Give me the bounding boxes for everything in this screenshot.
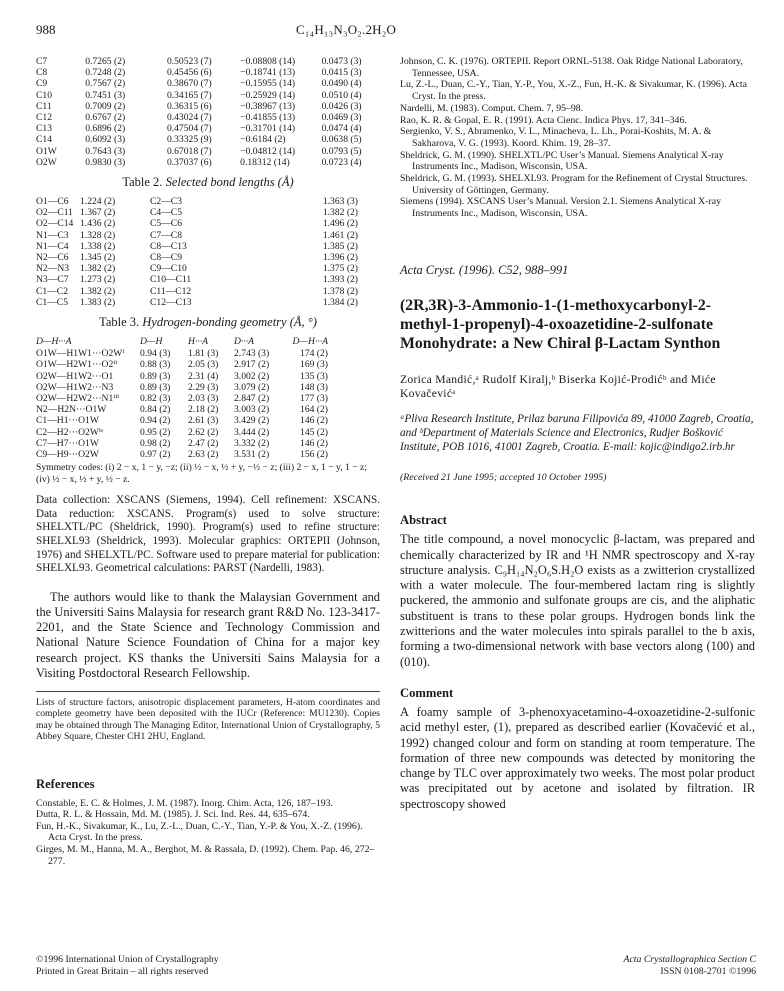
table-cell: 2.917 (2) [234,359,270,371]
table-row [36,371,332,382]
table-cell: N2—C6 [36,252,69,264]
table-cell: 1.273 (2) [80,274,116,286]
table-cell: 1.496 (2) [322,218,358,230]
table-cell: N2—H2N···O1W [36,404,107,416]
table-cell: O2W—H1W2···O1 [36,370,114,382]
table-cell: C1—C5 [36,296,68,308]
table-cell: −0.31701 (14) [240,123,296,135]
abstract-heading: Abstract [400,513,447,528]
table-row [36,427,332,438]
table-row [36,101,380,112]
table-cell: 2.743 (3) [234,348,270,360]
received-dates: (Received 21 June 1995; accepted 10 October 1995) [400,472,607,484]
table-cell: 1.393 (2) [322,274,358,286]
table-cell: C7—H7···O1W [36,437,99,449]
table-cell: 1.363 (3) [322,196,358,208]
table-row [36,56,380,67]
table-cell: 0.0510 (4) [321,89,362,101]
table-row [36,78,380,89]
table-cell: 3.332 (2) [234,437,270,449]
references-heading: References [36,776,95,791]
left-column [36,56,380,867]
running-title: C₁₄H₁₃N₃O₂.2H₂O [296,22,397,37]
table-cell: 0.6767 (2) [85,112,126,124]
article-title: (2R,3R)-3-Ammonio-1-(1-methoxycarbonyl-2-methyl-1-propenyl)-4-oxoazetidine-2-sulfonate Monohydrate: a New Chiral β-Lactam Synthon [400,296,721,353]
table-cell: N1—C3 [36,229,69,241]
reference-entry: Constable, E. C. & Holmes, J. M. (1987). Inorg. Chim. Acta, 126, 187–193. [36,797,333,809]
table-cell: 2.847 (2) [234,393,270,405]
table-cell: 0.0426 (3) [321,100,362,112]
symmetry-codes: Symmetry codes: (i) 2 − x, 1 − y, −z; (ii) ½ − x, ½ + y, −½ − z; (iii) 2 − x, 1 − y, 1 − z; (iv) ½ − x, ½ + y, ½ − z. [36,462,367,485]
table-cell: 174 (2) [300,348,328,360]
table-row [36,274,362,285]
table-cell: 0.18312 (14) [240,156,290,168]
table-cell: O1W [36,145,57,157]
table-cell: 1.436 (2) [80,218,116,230]
table-cell: 0.6896 (2) [85,123,126,135]
table-cell: 0.7248 (2) [85,67,126,79]
table-cell: 1.378 (2) [322,285,358,297]
table-cell: C13 [36,123,52,135]
table-cell: 164 (2) [300,404,328,416]
table-cell: O2W—H2W2···N1ⁱⁱⁱ [36,393,120,405]
table-row [36,218,362,229]
table-cell: 2.05 (3) [188,359,219,371]
table-cell: 3.531 (2) [234,449,270,461]
table-cell: 0.97 (2) [140,449,171,461]
table-row [36,252,362,263]
table-cell: C10 [36,89,52,101]
table-row [36,286,362,297]
table-cell: 0.0793 (5) [321,145,362,157]
reference-entry: Sergienko, V. S., Abramenko, V. L., Minacheva, L. Lh., Porai-Koshits, M. A. & Sakharova, V. G. (1993). Koord. Khim. 19, 28–37. [400,126,712,149]
table-cell: C7 [36,56,48,67]
table-cell: O2W [36,156,57,168]
table-cell: O2—C14 [36,218,74,230]
comment-text: A foamy sample of 3-phenoxyacetamino-4-oxoazetidine-2-sulfonic acid methyl ester, (1), prepared as described earlier (Kovačević et al., 1992) changed colour and form on standing at room temperature. The formation of three new compounds was detected by monitoring the change by TLC over approximately two weeks. The most polar product was precipitated out by acetone and isolated by filtration. IR spectroscopy showed [400,704,755,811]
column-header: D···A [234,336,254,348]
table-row [36,157,380,168]
table-cell: 0.7009 (2) [85,100,126,112]
table-cell: 1.338 (2) [80,240,116,252]
table-cell: C5—C6 [150,218,182,230]
affiliations: ᵃPliva Research Institute, Prilaz baruna Filipovića 89, 41000 Zagreb, Croatia, and ᵇDepartment of Materials Science and Electronics, Rudjer Bošković Institute, POB 1016, 41001 Zagreb, Croatia. E-mail: kojic@indigo2.irb.hr [400,413,754,453]
table-cell: 0.33325 (9) [166,134,212,146]
table-cell: 0.0490 (4) [321,78,362,90]
table-row [36,123,380,134]
table-cell: 1.328 (2) [80,229,116,241]
table-cell: 0.7643 (3) [85,145,126,157]
table-cell: 0.37037 (6) [166,156,212,168]
reference-entry: Sheldrick, G. M. (1993). SHELXL93. Program for the Refinement of Crystal Structures. University of Göttingen, Germany. [400,173,748,196]
table-cell: 169 (3) [300,359,328,371]
table-cell: 2.18 (2) [188,404,219,416]
table-cell: 0.82 (3) [140,393,171,405]
table-cell: 2.31 (4) [188,370,219,382]
table-cell: 3.444 (2) [234,426,270,438]
table-cell: O1W—H2W1···O2ⁱⁱ [36,359,118,371]
copyright-footer: ©1996 International Union of Crystallography Printed in Great Britain – all rights reserved [36,954,219,977]
table-cell: N3—C7 [36,274,69,286]
table-cell: 0.45456 (6) [166,67,212,79]
table-cell: 1.345 (2) [80,252,116,264]
table-cell: −0.08808 (14) [240,56,296,67]
table-cell: 0.38670 (7) [166,78,212,90]
reference-entry: Dutta, R. L. & Hossain, Md. M. (1985). J. Sci. Ind. Res. 44, 635–674. [36,809,310,821]
table-cell: 0.47504 (7) [166,123,212,135]
references-list-continued [400,56,755,220]
abstract-text: The title compound, a novel monocyclic β-lactam, was prepared and chemically characterized by IR and ¹H NMR spectroscopy and X-ray structure analysis. C₉H₁₄N₂O₆S.H₂O exists as a zwitterion crystallized with a water molecule. The four-membered lactam ring is slightly puckered, the ammonio and sulfonate groups are cis, and the aliphatic substituent is trans to these polar groups. Hydrogen bonds link the zwitterions and the water molecules into spirals parallel to the b axis, forming a two-dimensional network with base vectors along (100) and (010). [400,532,755,669]
table-cell: N2—N3 [36,263,70,275]
table-row [36,241,362,252]
column-header: D—H···A [292,336,328,348]
table-row [36,230,362,241]
table-row [36,393,332,404]
author-list: Zorica Mandić,ᵃ Rudolf Kiralj,ᵇ Biserka Kojić-Prodićᵇ and Miće Kovačevićᵃ [400,373,716,401]
column-header: D—H···A [36,336,72,348]
table-cell: 0.6092 (3) [85,134,126,146]
table-row [36,348,332,359]
table-cell: 0.0638 (5) [321,134,362,146]
journal-footer: Acta Crystallographica Section C ISSN 0108-2701 ©1996 [623,954,756,977]
page-number: 988 [36,22,56,37]
table-cell: 1.81 (3) [188,348,219,360]
table-cell: 1.382 (2) [80,285,116,297]
table-cell: O2—C11 [36,207,73,219]
table-cell: C11—C12 [150,285,192,297]
reference-entry: Lu, Z.-L., Duan, C.-Y., Tian, Y.-P., You, X.-Z., Fun, H.-K. & Sivakumar, K. (1996). Acta Cryst. In the press. [400,79,747,103]
table-cell: 2.61 (3) [188,415,219,427]
table2-caption: Table 2. Selected bond lengths (Å) [122,175,294,190]
table-cell: C2—C3 [150,196,182,208]
table-cell: 1.382 (2) [322,207,358,219]
column-header: H···A [188,336,208,348]
table-cell: 0.0415 (3) [321,67,362,79]
table-cell: 2.47 (2) [188,437,219,449]
table-cell: C11 [36,100,52,112]
table-cell: 135 (3) [300,370,328,382]
table-cell: 1.396 (2) [322,252,358,264]
reference-entry: Siemens (1994). XSCANS User’s Manual. Version 2.1. Siemens Analytical X-ray Instruments Inc., Madison, Wisconsin, USA. [400,196,721,220]
table-cell: C8—C13 [150,240,187,252]
table-cell: C1—C2 [36,285,68,297]
table-cell: C10—C11 [150,274,192,286]
table-row [36,438,332,449]
table-cell: 0.7265 (2) [85,56,126,67]
table-cell: O1—C6 [36,196,69,208]
reference-entry: Nardelli, M. (1983). Comput. Chem. 7, 95–98. [400,102,584,114]
table-cell: 0.7451 (3) [85,89,126,101]
table-row [36,263,362,274]
table-cell: 146 (2) [300,437,328,449]
table-cell: 156 (2) [300,449,328,461]
table-cell: 0.0469 (3) [321,112,362,124]
table-cell: C4—C5 [150,207,182,219]
table-cell: 0.88 (3) [140,359,171,371]
table-cell: 145 (2) [300,426,328,438]
table-cell: −0.18741 (13) [240,67,296,79]
table-cell: 1.382 (2) [80,263,116,275]
table-cell: 0.94 (2) [140,415,171,427]
table-cell: 0.50523 (7) [166,56,212,67]
column-header: D—H [140,336,163,348]
table-cell: C1—H1···O1W [36,415,99,427]
table-cell: C9—C10 [150,263,187,275]
table-cell: C14 [36,134,52,146]
table-cell: N1—C4 [36,240,69,252]
reference-entry: Rao, K. R. & Gopal, E. R. (1991). Acta Cienc. Indica Phys. 17, 341–346. [400,114,687,126]
table-cell: 1.224 (2) [80,196,116,208]
table-cell: −0.41855 (13) [240,112,296,124]
table-cell: 0.94 (3) [140,348,171,360]
table-cell: 0.98 (2) [140,437,171,449]
references-list [36,798,380,868]
table-cell: C8 [36,67,48,79]
table-cell: 3.002 (2) [234,370,270,382]
table-row [36,297,362,308]
table-cell: 177 (3) [300,393,328,405]
reference-entry: Fun, H.-K., Sivakumar, K., Lu, Z.-L., Duan, C.-Y., Tian, Y.-P. & You, X.-Z. (1996). Acta Cryst. In the press. [36,820,363,844]
table-cell: 3.079 (2) [234,381,270,393]
table-cell: 0.43024 (7) [166,112,212,124]
table-cell: 2.03 (3) [188,393,219,405]
acknowledgement-paragraph: The authors would like to thank the Malaysian Government and the Universiti Sains Malaysia for research grant R&D No. 123-3417-2201, and the State Science and Technology Commission and National Nature Science Foundation of China for a major key research project. KS thanks the Universiti Sains Malaysia for a Visiting Postdoctoral Research Fellowship. [36,589,380,680]
table-row [36,382,332,393]
table-cell: −0.15955 (14) [240,78,296,90]
table-cell: 1.461 (2) [322,229,358,241]
table-cell: 0.89 (3) [140,381,171,393]
table-cell: 3.429 (2) [234,415,270,427]
table-cell: 0.7567 (2) [85,78,126,90]
hydrogen-bond-table [36,336,332,460]
comment-heading: Comment [400,685,454,700]
table-cell: 2.62 (2) [188,426,219,438]
journal-citation: Acta Cryst. (1996). C52, 988–991 [400,262,569,277]
table-cell: −0.38967 (13) [240,100,296,112]
table-cell: 0.9830 (3) [85,156,126,168]
table-cell: 1.383 (2) [80,296,116,308]
divider [36,691,380,692]
table-cell: 1.384 (2) [322,296,358,308]
table-row [36,359,332,370]
table-cell: 0.67018 (7) [166,145,212,157]
table-row [36,449,332,460]
table-row [36,146,380,157]
atomic-coordinates-table [36,56,380,168]
table-cell: 1.367 (2) [80,207,116,219]
table-cell: 0.89 (3) [140,370,171,382]
table-row [36,207,362,218]
table-cell: 0.0473 (3) [321,56,362,67]
table3-caption: Table 3. Hydrogen-bonding geometry (Å, °) [99,315,317,330]
table-cell: C8—C9 [150,252,182,264]
table-cell: 1.375 (2) [322,263,358,275]
reference-entry: Sheldrick, G. M. (1990). SHELXTL/PC User’s Manual. Siemens Analytical X-ray Instruments Inc., Madison, Wisconsin, USA. [400,149,724,173]
table-row [36,90,380,101]
table-row [36,404,332,415]
table-row [36,67,380,78]
deposit-note: Lists of structure factors, anisotropic displacement parameters, H-atom coordinates and complete geometry have been deposited with the IUCr (Reference: MU1230). Copies may be obtained through The Managing Editor, International Union of Crystallography, 5 Abbey Square, Chester CH1 2HU, England. [36,697,380,743]
table-cell: 1.385 (2) [322,240,358,252]
table-row [36,415,332,426]
table-header-row [36,336,332,348]
table-cell: 0.34165 (7) [166,89,212,101]
table-row [36,134,380,145]
table-cell: C9—H9···O2W [36,449,99,461]
table-cell: C12—C13 [150,296,192,308]
table-row [36,112,380,123]
right-column [400,56,755,812]
data-collection-paragraph: Data collection: XSCANS (Siemens, 1994). Cell refinement: XSCANS. Data reduction: XSCANS. Program(s) used to solve structure: SHELXTL/PC (Sheldrick, 1990). Program(s) used to refine structure: SHELXL93 (Sheldrick, 1993). Molecular graphics: ORTEPII (Johnson, 1976) and SHELXTL/PC. Software used to prepare material for publication: SHELXL93. Geometrical calculations: PARST (Nardelli, 1983). [36,494,380,575]
table-cell: 146 (2) [300,415,328,427]
table-cell: 2.29 (3) [188,381,219,393]
table-cell: 0.36315 (6) [166,100,212,112]
table-row [36,196,362,207]
table-cell: O2W—H1W2···N3 [36,381,114,393]
table-cell: 0.0474 (4) [321,123,362,135]
table-cell: −0.04812 (14) [240,145,296,157]
table-cell: 2.63 (2) [188,449,219,461]
bond-lengths-table [36,196,362,308]
table-cell: O1W—H1W1···O2Wⁱ [36,348,125,360]
table-cell: C2—H2···O2Wⁱᵛ [36,426,104,438]
table-cell: C7—C8 [150,229,182,241]
reference-entry: Girges, M. M., Hanna, M. A., Berghot, M. & Rassala, D. (1992). Chem. Pap. 46, 272–277. [36,844,375,867]
table-cell: −0.6184 (2) [240,134,286,146]
table-cell: 3.003 (2) [234,404,270,416]
table-cell: 0.0723 (4) [321,156,362,168]
table-cell: C9 [36,78,48,90]
table-cell: −0.25929 (14) [240,89,296,101]
reference-entry: Johnson, C. K. (1976). ORTEPII. Report ORNL-5138. Oak Ridge National Laboratory, Tennessee, USA. [400,56,743,79]
table-cell: 0.95 (2) [140,426,171,438]
table-cell: 0.84 (2) [140,404,171,416]
table-cell: C12 [36,112,52,124]
table-cell: 148 (3) [300,381,328,393]
